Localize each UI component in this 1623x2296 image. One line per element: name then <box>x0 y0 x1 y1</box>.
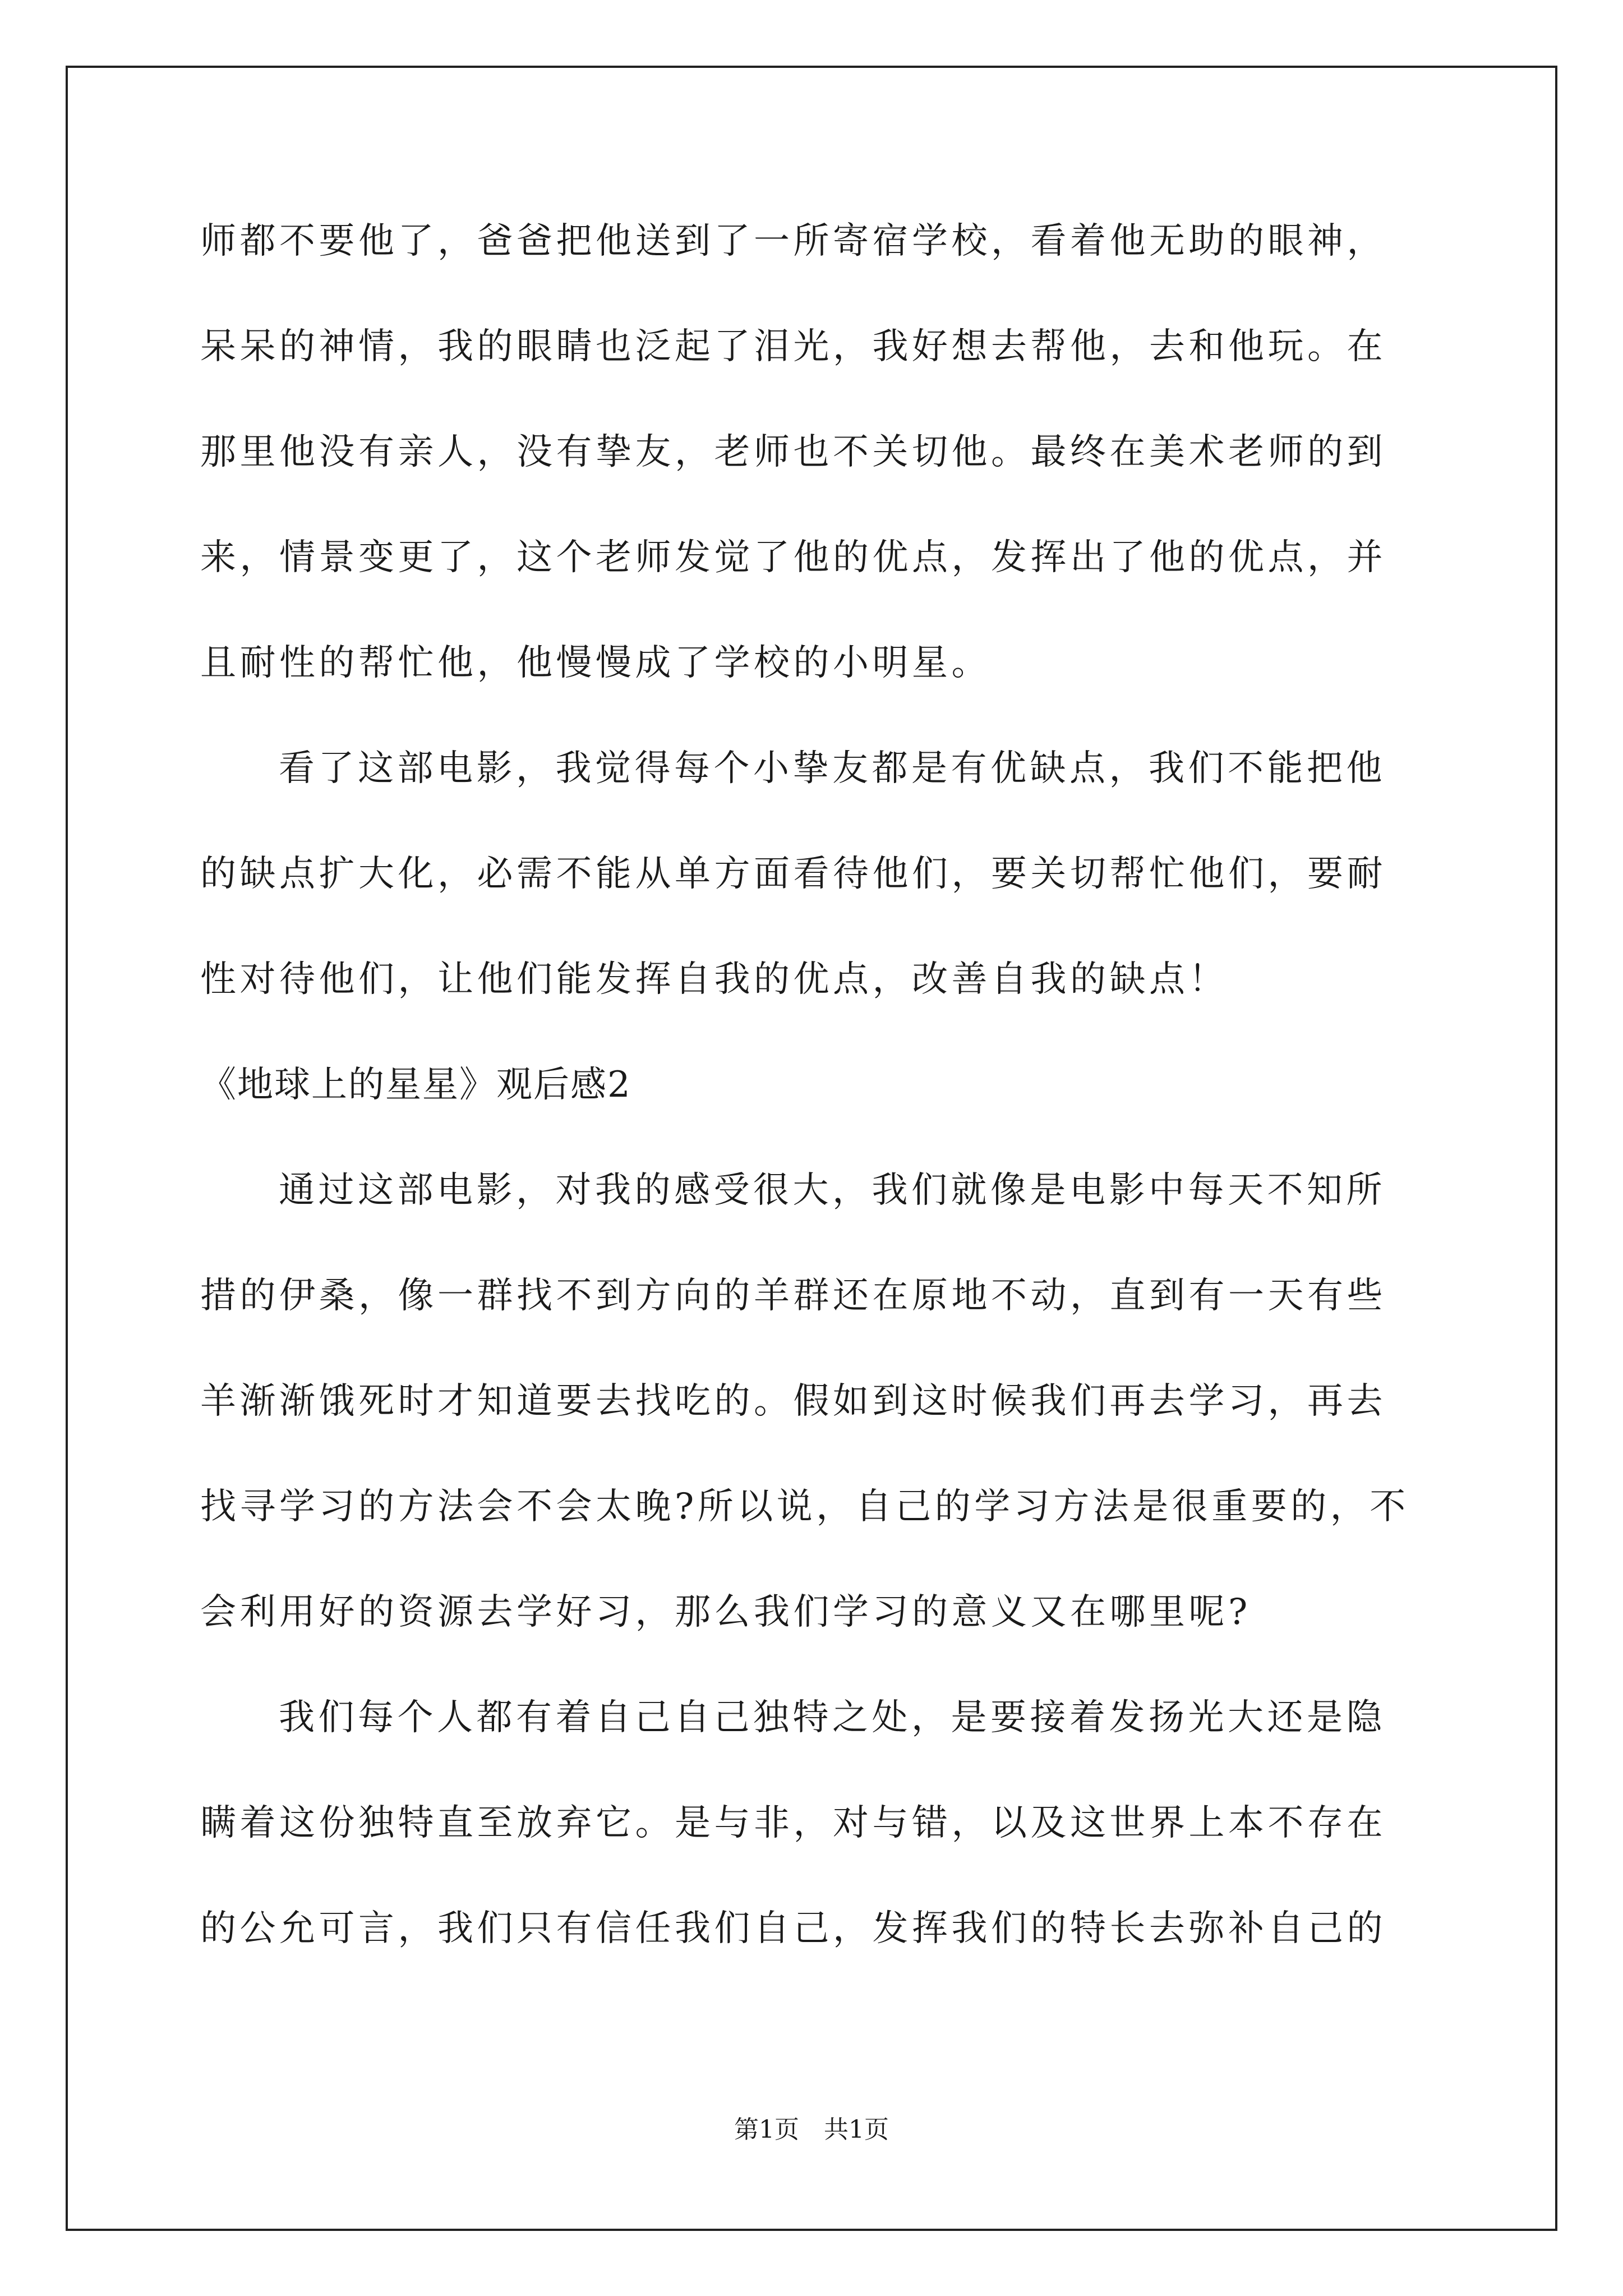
section-heading: 《地球上的星星》观后感2 <box>200 1064 631 1106</box>
text-line: 来，情景变更了，这个老师发觉了他的优点，发挥出了他的优点，并 <box>200 537 1386 578</box>
text-line: 瞒着这份独特直至放弃它。是与非，对与错，以及这世界上本不存在 <box>200 1802 1386 1844</box>
text-line: 师都不要他了，爸爸把他送到了一所寄宿学校，看着他无助的眼神， <box>200 220 1386 262</box>
text-line: 找寻学习的方法会不会太晚?所以说，自己的学习方法是很重要的，不 <box>200 1486 1409 1527</box>
text-line: 通过这部电影，对我的感受很大，我们就像是电影中每天不知所 <box>279 1170 1386 1211</box>
text-line: 的缺点扩大化，必需不能从单方面看待他们，要关切帮忙他们，要耐 <box>200 853 1386 895</box>
page-footer: 第1页 共1页 <box>734 2115 889 2144</box>
text-line: 性对待他们，让他们能发挥自我的优点，改善自我的缺点！ <box>200 959 1228 1000</box>
text-line: 措的伊桑，像一群找不到方向的羊群还在原地不动，直到有一天有些 <box>200 1275 1386 1317</box>
text-line: 羊渐渐饿死时才知道要去找吃的。假如到这时候我们再去学习，再去 <box>200 1381 1386 1422</box>
text-line: 会利用好的资源去学好习，那么我们学习的意义又在哪里呢? <box>200 1591 1251 1633</box>
text-line: 的公允可言，我们只有信任我们自己，发挥我们的特长去弥补自己的 <box>200 1908 1386 1949</box>
text-line: 呆呆的神情，我的眼睛也泛起了泪光，我好想去帮他，去和他玩。在 <box>200 326 1386 367</box>
text-line: 看了这部电影，我觉得每个小挚友都是有优缺点，我们不能把他 <box>279 748 1386 789</box>
text-line: 且耐性的帮忙他，他慢慢成了学校的小明星。 <box>200 642 991 684</box>
text-line: 我们每个人都有着自己自己独特之处，是要接着发扬光大还是隐 <box>279 1697 1386 1738</box>
text-line: 那里他没有亲人，没有挚友，老师也不关切他。最终在美术老师的到 <box>200 431 1386 473</box>
